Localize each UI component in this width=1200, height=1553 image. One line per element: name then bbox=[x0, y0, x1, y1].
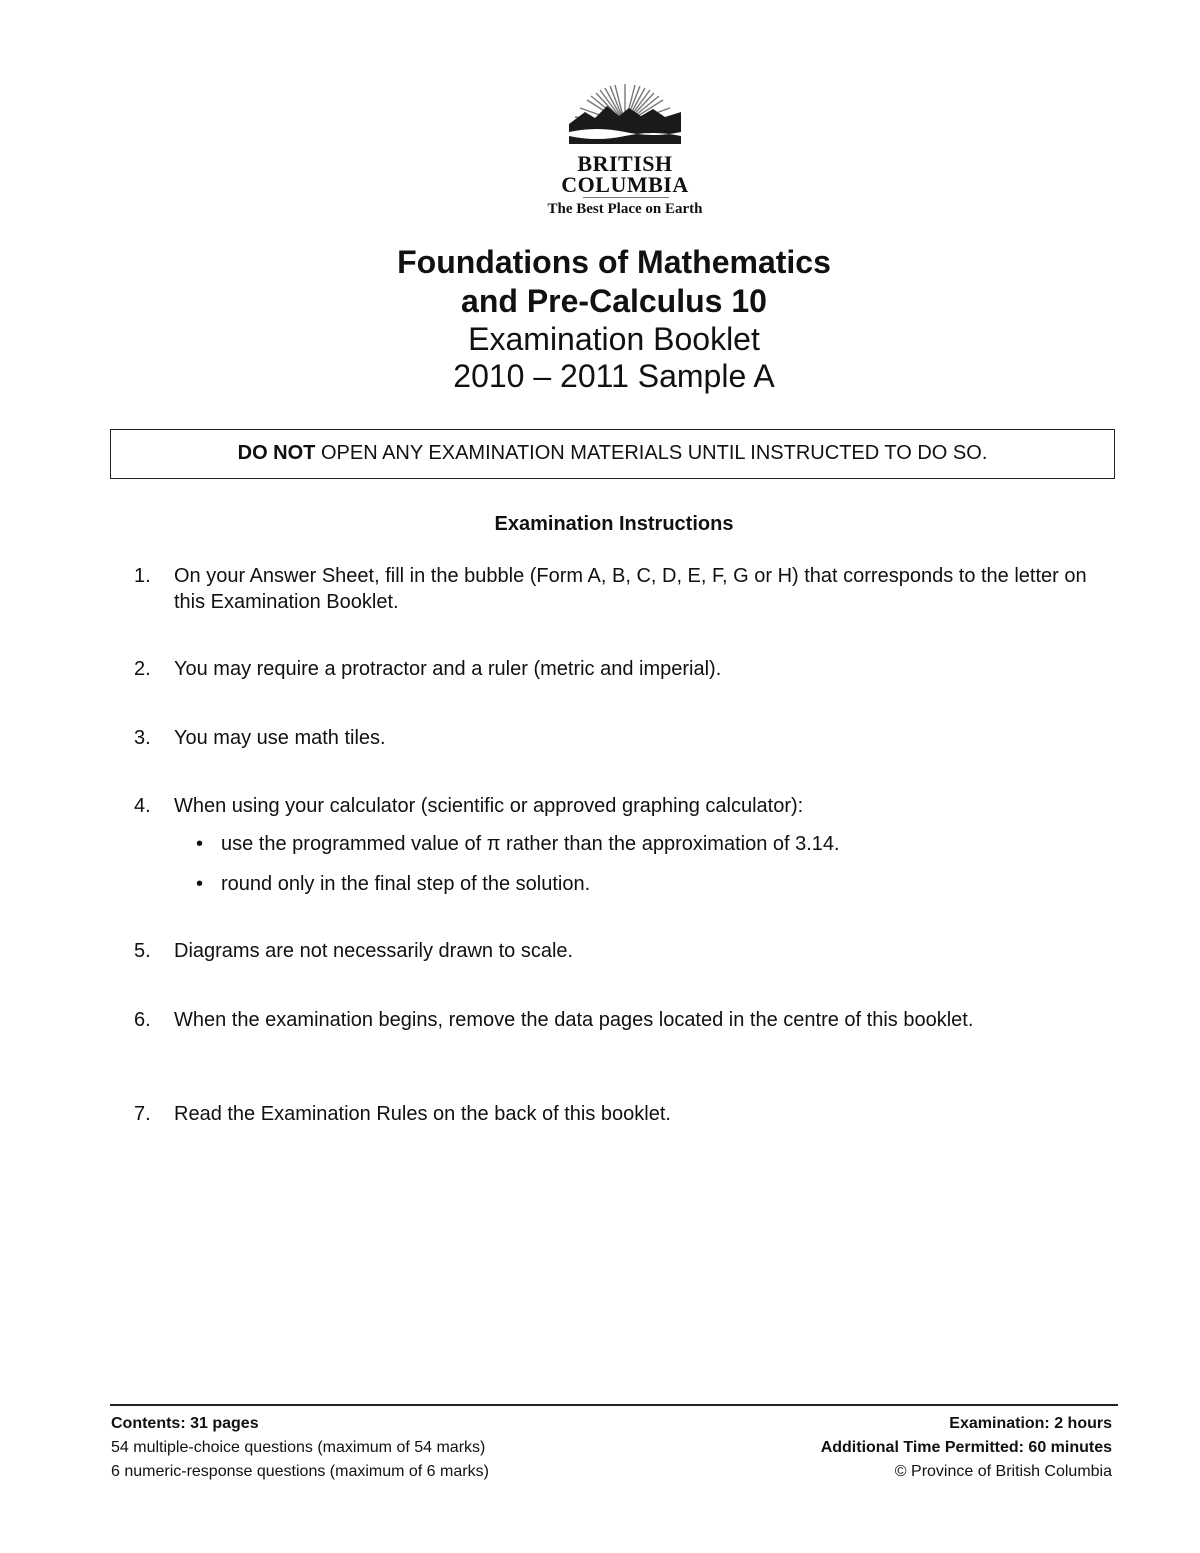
footer-timing bbox=[821, 1412, 1112, 1484]
instruction-item bbox=[134, 563, 1114, 615]
footer-exam-time: Examination: 2 hours bbox=[949, 1415, 1112, 1432]
instruction-number: 4. bbox=[134, 795, 151, 817]
subtitle-booklet: Examination Booklet bbox=[468, 321, 760, 357]
notice-text: OPEN ANY EXAMINATION MATERIALS UNTIL INSTRUCTED TO DO SO. bbox=[315, 442, 988, 464]
instruction-bullet bbox=[196, 831, 840, 857]
instruction-text: Diagrams are not necessarily drawn to scale. bbox=[174, 940, 574, 962]
bc-logo bbox=[545, 82, 705, 227]
footer-contents bbox=[111, 1412, 489, 1484]
title-line-1: Foundations of Mathematics bbox=[397, 244, 831, 280]
instruction-number: 3. bbox=[134, 727, 151, 749]
instruction-text: When the examination begins, remove the data pages located in the centre of this booklet. bbox=[174, 1009, 974, 1031]
instruction-number: 1. bbox=[134, 565, 151, 587]
subtitle-sample: 2010 – 2011 Sample A bbox=[453, 358, 775, 394]
instruction-item bbox=[134, 1007, 1014, 1033]
instruction-number: 6. bbox=[134, 1009, 151, 1031]
instructions-heading: Examination Instructions bbox=[494, 513, 734, 535]
footer-mc-count: 54 multiple-choice questions (maximum of 54 marks) bbox=[111, 1439, 486, 1456]
instruction-text: On your Answer Sheet, fill in the bubble (Form A, B, C, D, E, F, G or H) that corresponds to the letter on this Examination Booklet. bbox=[174, 565, 1087, 613]
bullet-text: use the programmed value of π rather than the approximation of 3.14. bbox=[221, 833, 840, 855]
instruction-text: You may require a protractor and a ruler (metric and imperial). bbox=[174, 658, 722, 680]
instruction-item bbox=[134, 725, 1114, 751]
bullet-dot-icon: • bbox=[196, 873, 204, 895]
footer-copyright: © Province of British Columbia bbox=[894, 1463, 1112, 1480]
logo-divider bbox=[583, 197, 669, 198]
bullet-text: round only in the final step of the solution. bbox=[221, 873, 591, 895]
notice-bold: DO NOT bbox=[237, 442, 316, 464]
instruction-item bbox=[134, 1101, 1114, 1127]
instruction-number: 7. bbox=[134, 1103, 151, 1125]
logo-word-british: BRITISH bbox=[577, 151, 673, 176]
footer-additional-time: Additional Time Permitted: 60 minutes bbox=[820, 1439, 1112, 1456]
footer-page-count: Contents: 31 pages bbox=[111, 1415, 259, 1432]
instruction-text: You may use math tiles. bbox=[174, 727, 386, 749]
instruction-number: 2. bbox=[134, 658, 151, 680]
sunburst-mountain-icon bbox=[567, 82, 683, 152]
instruction-item bbox=[134, 656, 1114, 682]
instruction-number: 5. bbox=[134, 940, 151, 962]
do-not-open-notice bbox=[110, 429, 1115, 479]
instruction-item bbox=[134, 938, 1114, 964]
logo-word-columbia: COLUMBIA bbox=[561, 172, 689, 197]
instruction-item bbox=[134, 793, 1114, 819]
instruction-bullet bbox=[196, 871, 590, 897]
title-line-2: and Pre-Calculus 10 bbox=[461, 283, 767, 319]
instruction-text: When using your calculator (scientific or approved graphing calculator): bbox=[174, 795, 804, 817]
footer-nr-count: 6 numeric-response questions (maximum of 6 marks) bbox=[111, 1463, 489, 1480]
instruction-text: Read the Examination Rules on the back of this booklet. bbox=[174, 1103, 671, 1125]
logo-tagline: The Best Place on Earth bbox=[547, 201, 703, 217]
bullet-dot-icon: • bbox=[196, 833, 204, 855]
title-block bbox=[0, 243, 1200, 395]
footer-divider bbox=[110, 1404, 1118, 1406]
